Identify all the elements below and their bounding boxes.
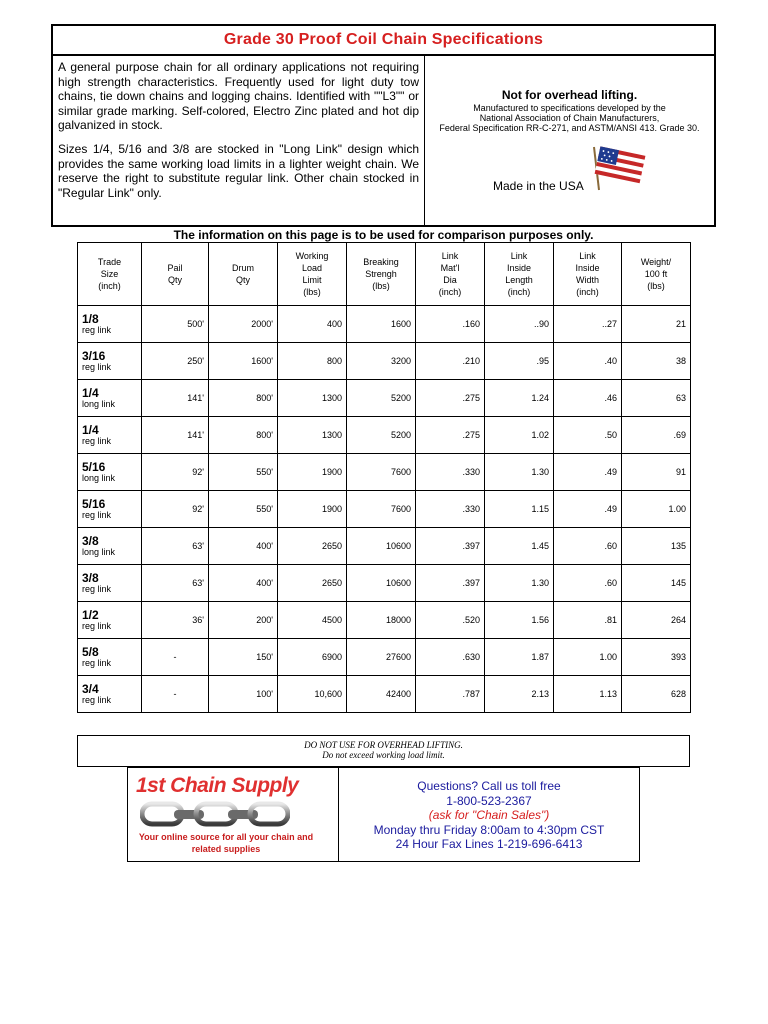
cell-weight: 63	[622, 380, 691, 417]
cell-drum: 100'	[209, 676, 278, 713]
cell-pail: 36'	[142, 602, 209, 639]
cell-drum: 400'	[209, 528, 278, 565]
description	[53, 55, 425, 225]
warning-line-2: Do not exceed working load limit.	[322, 750, 445, 760]
cell-length: 2.13	[485, 676, 554, 713]
column-header	[278, 243, 347, 306]
cell-dia: .160	[416, 306, 485, 343]
table-row	[78, 565, 691, 602]
trade-size: 1/8	[82, 312, 99, 326]
office-hours: Monday thru Friday 8:00am to 4:30pm CST	[373, 822, 605, 837]
us-flag-icon	[591, 145, 647, 191]
trade-size-cell	[78, 639, 142, 676]
column-header	[622, 243, 691, 306]
column-header-line: Dia	[443, 275, 457, 285]
notice-line-3: Federal Specification RR-C-271, and ASTM/ANSI 413. Grade 30.	[439, 123, 700, 133]
cell-dia: .397	[416, 528, 485, 565]
trade-size-cell	[78, 676, 142, 713]
cell-width: ..27	[554, 306, 622, 343]
table-header-row	[78, 243, 691, 306]
column-header	[416, 243, 485, 306]
cell-break: 1600	[347, 306, 416, 343]
cell-dia: .275	[416, 380, 485, 417]
column-header-line: (lbs)	[647, 281, 665, 291]
trade-size: 1/4	[82, 386, 99, 400]
column-header-line: Size	[100, 269, 119, 279]
cell-dia: .520	[416, 602, 485, 639]
trade-size-cell	[78, 491, 142, 528]
cell-wll: 400	[278, 306, 347, 343]
cell-dia: .330	[416, 491, 485, 528]
cell-width: .50	[554, 417, 622, 454]
column-header-line: Inside	[575, 263, 600, 273]
link-type: long link	[82, 399, 116, 409]
warning-line-1: DO NOT USE FOR OVERHEAD LIFTING.	[304, 740, 463, 750]
trade-size: 3/8	[82, 571, 99, 585]
cell-dia: .630	[416, 639, 485, 676]
table-row	[78, 343, 691, 380]
column-header-line: (lbs)	[303, 287, 321, 297]
column-header-line: Qty	[235, 275, 250, 285]
column-header-line: Length	[505, 275, 533, 285]
trade-size: 5/16	[82, 460, 106, 474]
cell-break: 5200	[347, 380, 416, 417]
cell-break: 5200	[347, 417, 416, 454]
column-header-line: Limit	[302, 275, 322, 285]
link-type: reg link	[82, 436, 112, 446]
cell-pail: 500'	[142, 306, 209, 343]
cell-break: 18000	[347, 602, 416, 639]
cell-width: .49	[554, 491, 622, 528]
notice-heading: Not for overhead lifting.	[501, 88, 638, 102]
made-in-usa-label: Made in the USA	[493, 179, 584, 193]
description-paragraph-1: A general purpose chain for all ordinary applications not requiring high strength characteristics. Frequently used for light duty tow chains, tie down chains and logging chains. Identified with ""L3"" or similar grade marking. Self-colored, Electro Zinc plated and hot dip galvanized in stock.	[58, 60, 419, 133]
cell-drum: 200'	[209, 602, 278, 639]
cell-wll: 2650	[278, 565, 347, 602]
cell-pail: -	[142, 639, 209, 676]
table-row	[78, 639, 691, 676]
column-header	[78, 243, 142, 306]
cell-break: 42400	[347, 676, 416, 713]
table-row	[78, 417, 691, 454]
cell-wll: 1300	[278, 417, 347, 454]
cell-pail: -	[142, 676, 209, 713]
phone-number[interactable]: 1-800-523-2367	[446, 793, 532, 808]
logo-name: 1st Chain Supply	[136, 774, 299, 797]
column-header-line: Trade	[97, 257, 122, 267]
cell-width: .40	[554, 343, 622, 380]
cell-drum: 150'	[209, 639, 278, 676]
column-header-line: (inch)	[98, 281, 121, 291]
link-type: reg link	[82, 658, 112, 668]
table-row	[78, 676, 691, 713]
cell-pail: 141'	[142, 380, 209, 417]
cell-length: 1.15	[485, 491, 554, 528]
cell-weight: 91	[622, 454, 691, 491]
cell-break: 7600	[347, 491, 416, 528]
column-header-line: Working	[295, 251, 329, 261]
cell-width: .60	[554, 528, 622, 565]
cell-length: 1.30	[485, 565, 554, 602]
cell-width: 1.13	[554, 676, 622, 713]
column-header-line: Link	[579, 251, 596, 261]
link-type: long link	[82, 547, 116, 557]
cell-break: 27600	[347, 639, 416, 676]
cell-length: ..90	[485, 306, 554, 343]
column-header	[485, 243, 554, 306]
comparison-caption: The information on this page is to be used for comparison purposes only.	[173, 228, 594, 242]
column-header-line: Width	[575, 275, 599, 285]
column-header-line: (inch)	[438, 287, 462, 297]
cell-weight: 145	[622, 565, 691, 602]
description-paragraph-2: Sizes 1/4, 5/16 and 3/8 are stocked in "Long Link" design which provides the same working load limits in a lighter weight chain. We reserve the right to substitute regular link. Other chain stocked in "Regular Link" only.	[58, 141, 419, 200]
contact-box	[338, 767, 640, 862]
cell-wll: 6900	[278, 639, 347, 676]
table-row	[78, 380, 691, 417]
cell-weight: .69	[622, 417, 691, 454]
cell-drum: 400'	[209, 565, 278, 602]
fax-lines: 24 Hour Fax Lines 1-219-696-6413	[395, 837, 583, 851]
cell-drum: 800'	[209, 380, 278, 417]
trade-size-cell	[78, 528, 142, 565]
trade-size-cell	[78, 602, 142, 639]
cell-wll: 4500	[278, 602, 347, 639]
table-row	[78, 454, 691, 491]
trade-size: 1/2	[82, 608, 99, 622]
cell-weight: 21	[622, 306, 691, 343]
link-type: reg link	[82, 695, 112, 705]
warning-box	[77, 735, 690, 767]
cell-pail: 63'	[142, 528, 209, 565]
cell-wll: 10,600	[278, 676, 347, 713]
column-header-line: 100 ft	[644, 269, 668, 279]
cell-break: 10600	[347, 528, 416, 565]
logo-tagline: Your online source for all your chain and related supplies	[138, 832, 314, 854]
column-header-line: Load	[301, 263, 323, 273]
cell-weight: 135	[622, 528, 691, 565]
cell-wll: 2650	[278, 528, 347, 565]
cell-length: 1.45	[485, 528, 554, 565]
cell-break: 3200	[347, 343, 416, 380]
ask-for-note: (ask for "Chain Sales")	[428, 808, 550, 822]
info-box	[51, 55, 716, 227]
cell-drum: 800'	[209, 417, 278, 454]
cell-break: 7600	[347, 454, 416, 491]
table-row	[78, 491, 691, 528]
cell-dia: .330	[416, 454, 485, 491]
trade-size-cell	[78, 454, 142, 491]
column-header-line: Breaking	[363, 257, 399, 267]
cell-dia: .397	[416, 565, 485, 602]
trade-size: 3/16	[82, 349, 106, 363]
trade-size: 1/4	[82, 423, 99, 437]
cell-weight: 264	[622, 602, 691, 639]
contact-line: Questions? Call us toll free	[417, 779, 561, 793]
company-logo	[127, 767, 339, 862]
column-header-line: Inside	[506, 263, 532, 273]
column-header	[209, 243, 278, 306]
cell-length: 1.87	[485, 639, 554, 676]
trade-size: 3/4	[82, 682, 99, 696]
column-header-line: Mat'l	[440, 263, 460, 273]
cell-pail: 250'	[142, 343, 209, 380]
cell-drum: 550'	[209, 454, 278, 491]
column-header-line: (lbs)	[372, 281, 390, 291]
cell-dia: .210	[416, 343, 485, 380]
table-row	[78, 528, 691, 565]
trade-size-cell	[78, 343, 142, 380]
cell-weight: 1.00	[622, 491, 691, 528]
column-header-line: Link	[441, 251, 459, 261]
cell-width: .49	[554, 454, 622, 491]
link-type: reg link	[82, 621, 112, 631]
cell-pail: 92'	[142, 491, 209, 528]
cell-weight: 628	[622, 676, 691, 713]
column-header-line: Strengh	[365, 269, 397, 279]
cell-wll: 1300	[278, 380, 347, 417]
link-type: reg link	[82, 362, 112, 372]
chain-icon	[140, 798, 290, 830]
trade-size: 3/8	[82, 534, 99, 548]
notice-line-2: National Association of Chain Manufacturers,	[479, 113, 660, 123]
column-header-line: (inch)	[507, 287, 531, 297]
cell-width: .60	[554, 565, 622, 602]
cell-dia: .787	[416, 676, 485, 713]
column-header	[142, 243, 209, 306]
cell-width: .46	[554, 380, 622, 417]
cell-pail: 63'	[142, 565, 209, 602]
spec-table	[77, 242, 691, 713]
link-type: reg link	[82, 510, 112, 520]
cell-width: .81	[554, 602, 622, 639]
column-header-line: Link	[510, 251, 528, 261]
column-header-line: Weight/	[640, 257, 672, 267]
table-row	[78, 602, 691, 639]
trade-size-cell	[78, 417, 142, 454]
cell-length: .95	[485, 343, 554, 380]
page-title: Grade 30 Proof Coil Chain Specifications	[51, 24, 716, 56]
notice-panel	[425, 55, 714, 225]
column-header	[554, 243, 622, 306]
cell-dia: .275	[416, 417, 485, 454]
column-header-line: Pail	[167, 263, 183, 273]
link-type: reg link	[82, 325, 112, 335]
table-row	[78, 306, 691, 343]
trade-size-cell	[78, 380, 142, 417]
cell-wll: 1900	[278, 454, 347, 491]
cell-width: 1.00	[554, 639, 622, 676]
cell-drum: 1600'	[209, 343, 278, 380]
cell-break: 10600	[347, 565, 416, 602]
cell-wll: 800	[278, 343, 347, 380]
column-header-line: Drum	[232, 263, 254, 273]
cell-drum: 2000'	[209, 306, 278, 343]
column-header-line: (inch)	[576, 287, 599, 297]
trade-size-cell	[78, 306, 142, 343]
cell-weight: 393	[622, 639, 691, 676]
notice-line-1: Manufactured to specifications developed by the	[473, 103, 666, 113]
link-type: long link	[82, 473, 116, 483]
cell-weight: 38	[622, 343, 691, 380]
trade-size-cell	[78, 565, 142, 602]
column-header-line: Qty	[167, 275, 182, 285]
column-header	[347, 243, 416, 306]
cell-length: 1.30	[485, 454, 554, 491]
cell-length: 1.24	[485, 380, 554, 417]
trade-size: 5/8	[82, 645, 99, 659]
trade-size: 5/16	[82, 497, 106, 511]
cell-length: 1.02	[485, 417, 554, 454]
cell-length: 1.56	[485, 602, 554, 639]
cell-pail: 141'	[142, 417, 209, 454]
cell-pail: 92'	[142, 454, 209, 491]
cell-drum: 550'	[209, 491, 278, 528]
link-type: reg link	[82, 584, 112, 594]
cell-wll: 1900	[278, 491, 347, 528]
